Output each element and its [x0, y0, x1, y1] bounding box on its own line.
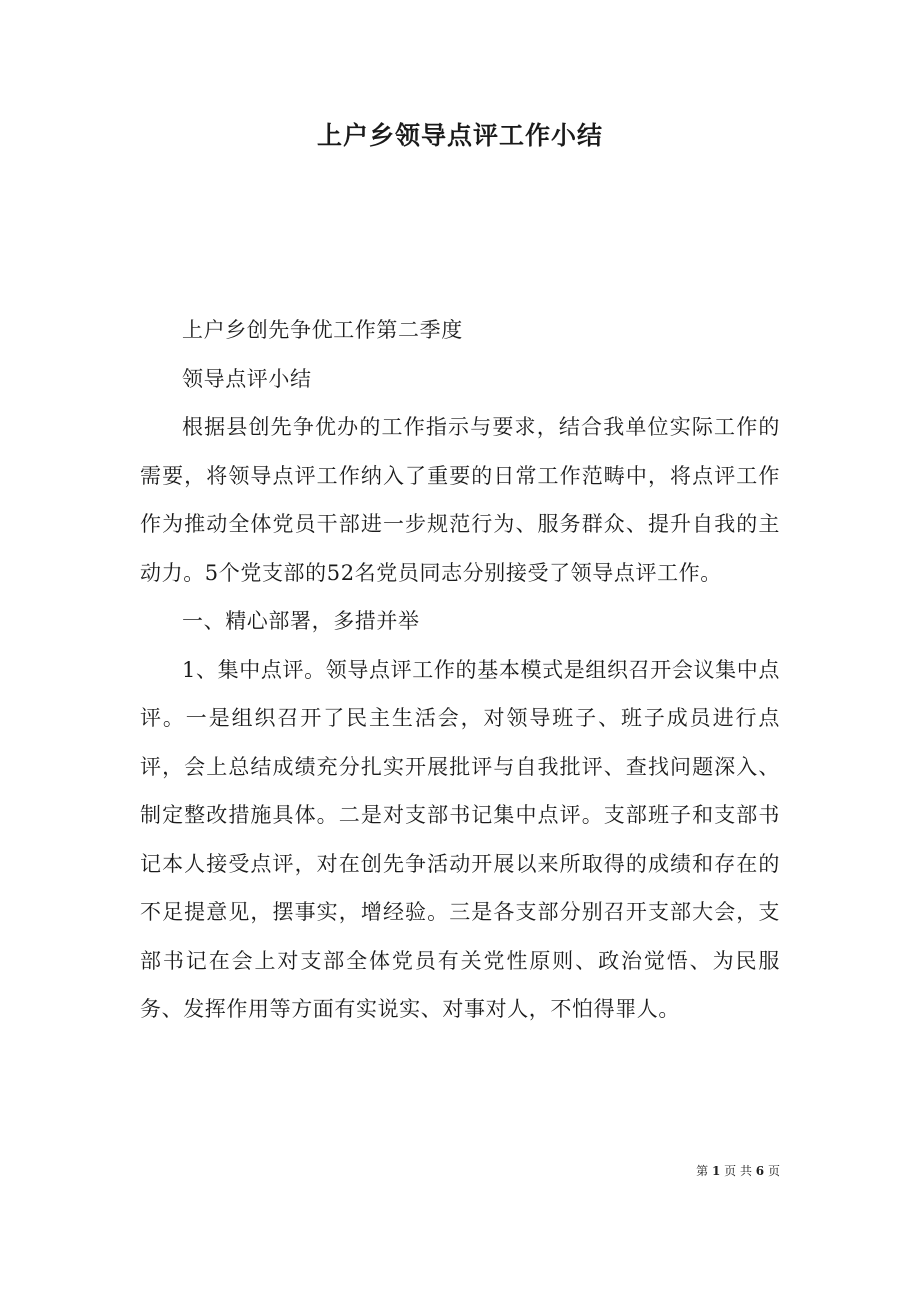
footer-total-pages: 6: [755, 1164, 765, 1178]
document-title: 上户乡领导点评工作小结: [316, 121, 603, 150]
document-body: [140, 306, 780, 1034]
paragraph-subtitle-line-1: 上户乡创先争优工作第二季度: [182, 318, 463, 342]
paragraph-intro: 根据县创先争优办的工作指示与要求，结合我单位实际工作的需要，将领导点评工作纳入了重要的日常工作范畴中，将点评工作作为推动全体党员干部进一步规范行为、服务群众、提升自我的主动力。5个党支部的52名党员同志分别接受了领导点评工作。: [140, 415, 780, 585]
footer-prefix: 第: [696, 1164, 709, 1178]
paragraph-subtitle-line-2: 领导点评小结: [182, 366, 312, 391]
footer-middle: 页 共: [724, 1164, 752, 1178]
footer-suffix: 页: [767, 1164, 780, 1178]
footer-current-page: 1: [711, 1164, 721, 1178]
paragraph-section-1: 1、集中点评。领导点评工作的基本模式是组织召开会议集中点评。一是组织召开了民主生活会，对领导班子、班子成员进行点评，会上总结成绩充分扎实开展批评与自我批评、查找问题深入、制定整改措施具体。二是对支部书记集中点评。支部班子和支部书记本人接受点评，对在创先争活动开展以来所取得的成绩和存在的不足提意见，摆事实，增经验。三是各支部分别召开支部大会，支部书记在会上对支部全体党员有关党性原则、政治觉悟、为民服务、发挥作用等方面有实说实、对事对人，不怕得罪人。: [140, 657, 780, 1021]
page-number-footer: [640, 1162, 780, 1179]
section-heading: 一、精心部署，多措并举: [182, 609, 420, 633]
